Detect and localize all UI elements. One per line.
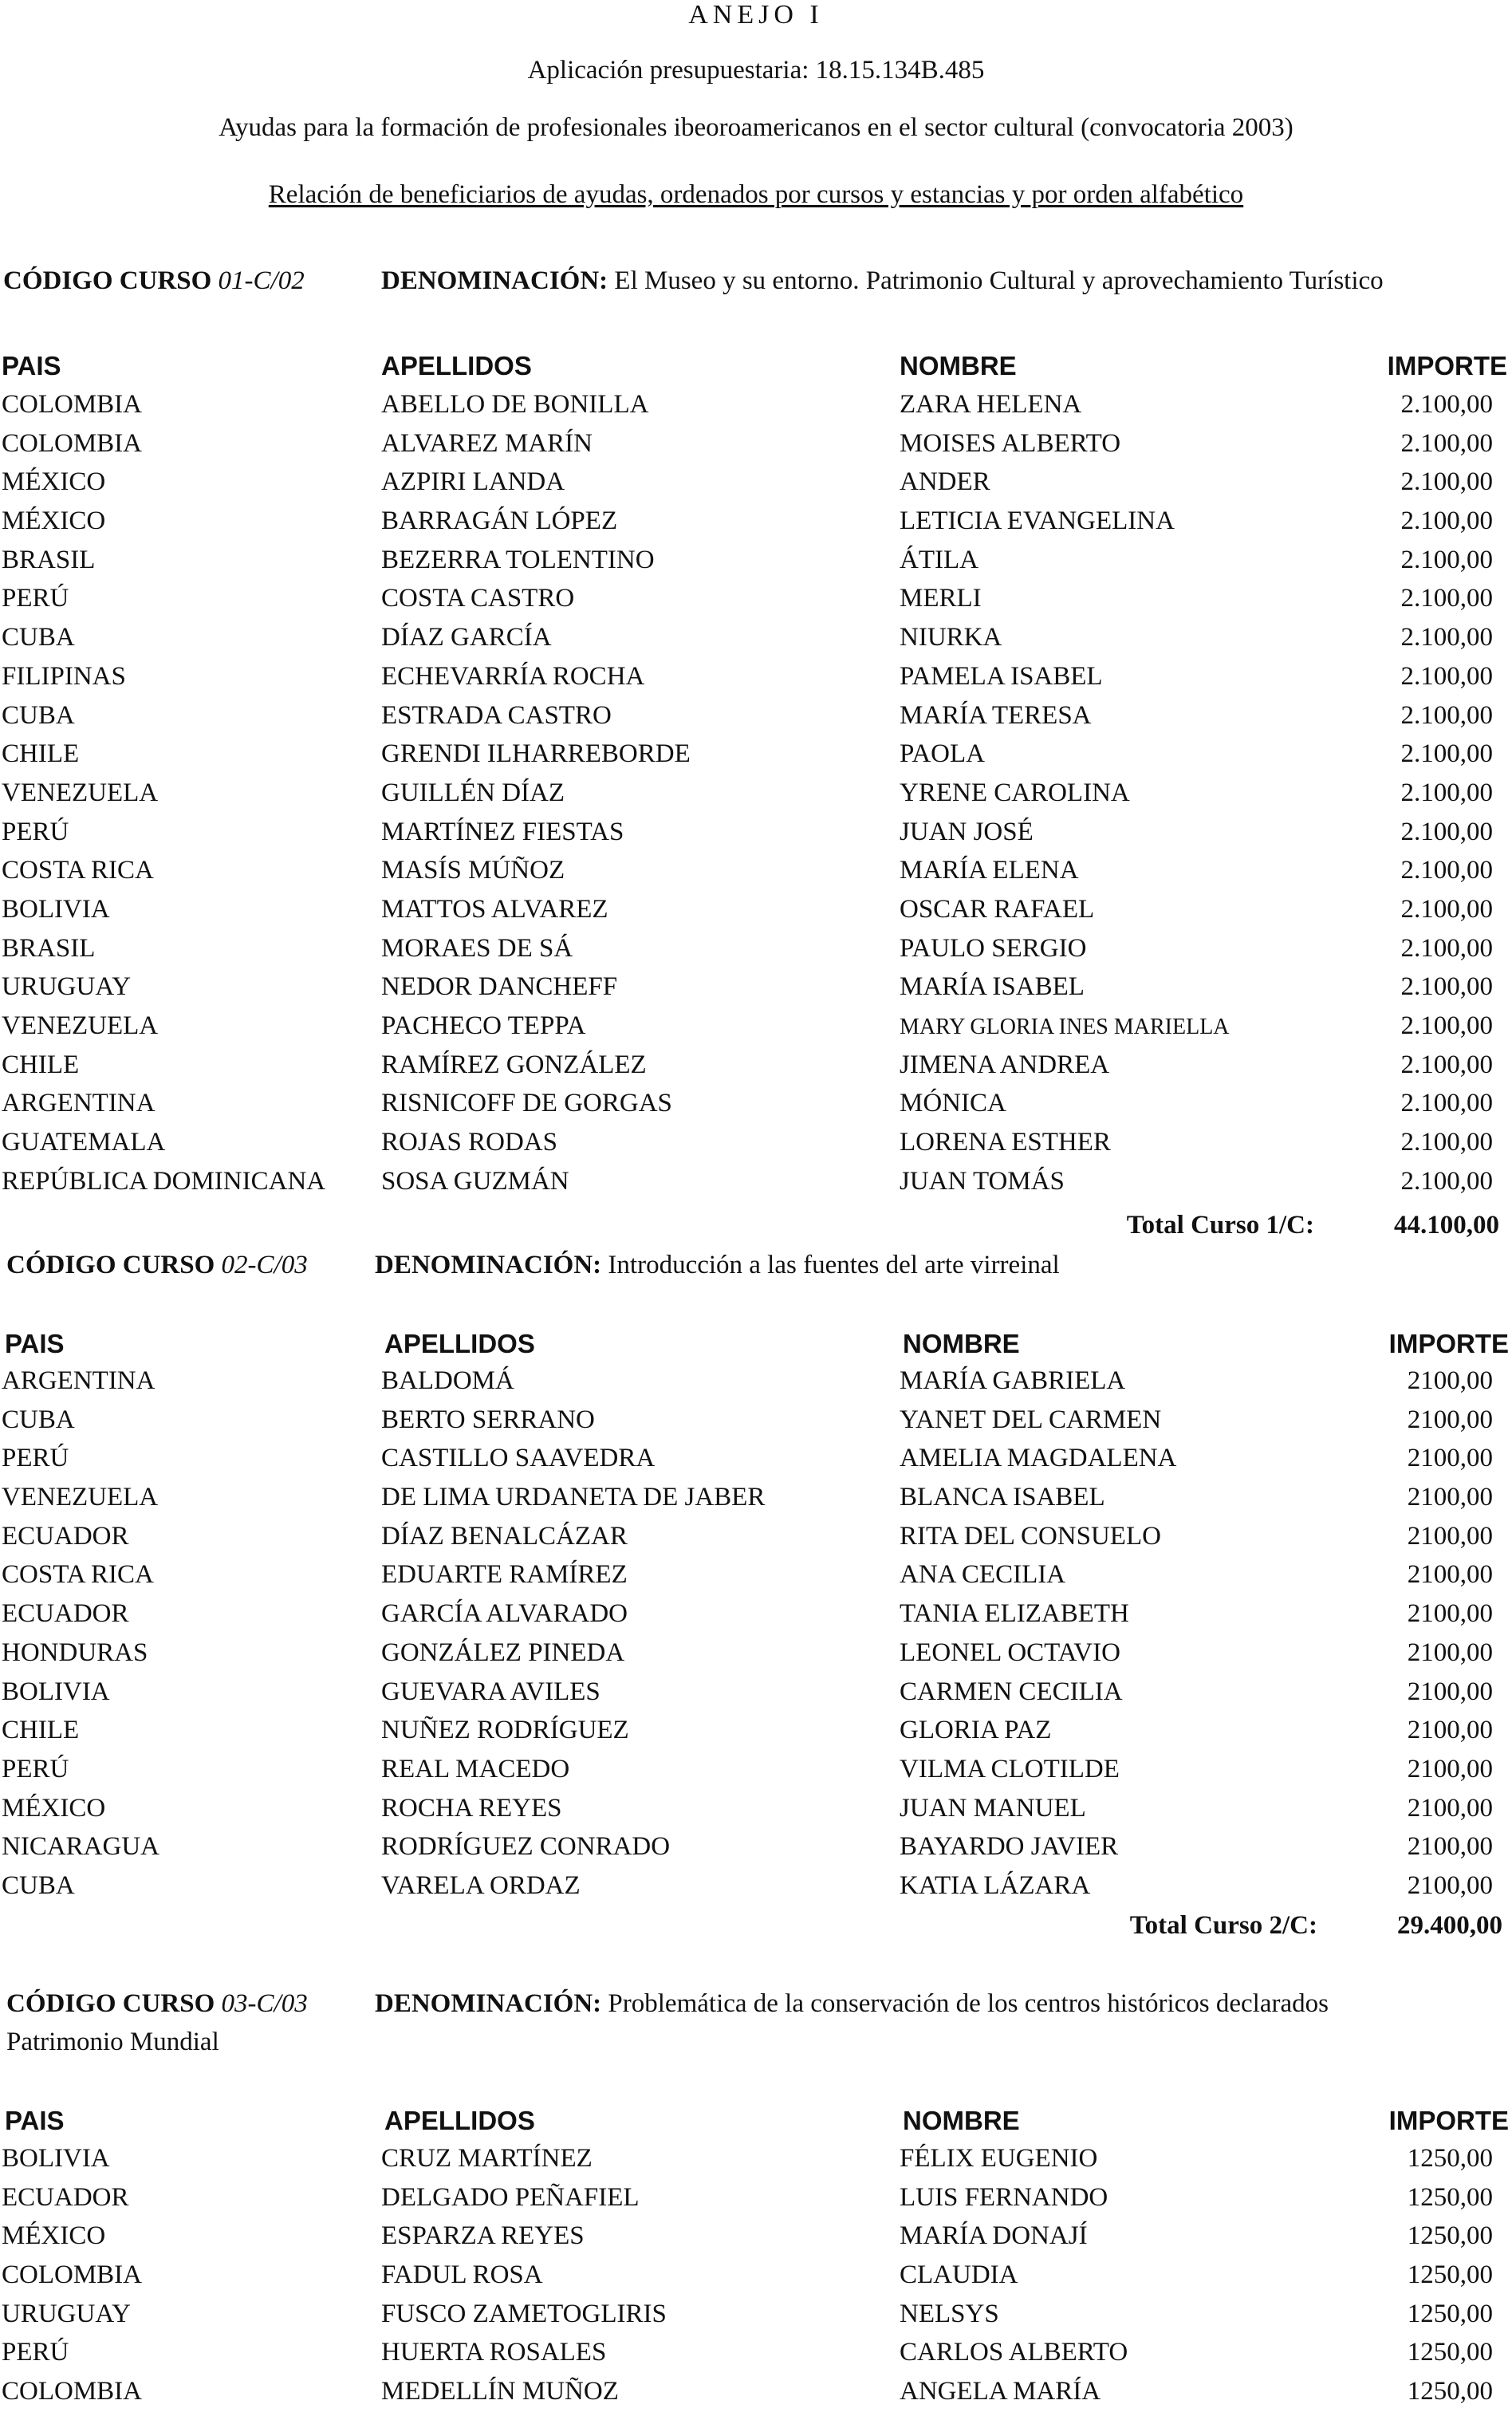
grant-description: Ayudas para la formación de profesionales ibeoroamericanos en el sector cultural (convocatoria 2003) [219,113,1293,142]
country-cell: ARGENTINA [2,1089,156,1118]
country-cell: ECUADOR [2,1599,129,1629]
country-cell: CUBA [2,1870,75,1900]
given-name-cell: MARY GLORIA INES MARIELLA [900,1015,1230,1039]
table-row [0,1444,1512,1483]
total-value: 44.100,00 [1394,1211,1499,1240]
surname-cell: MARTÍNEZ FIESTAS [381,817,624,846]
table-header-2 [0,1329,1512,1361]
amount-cell: 2100,00 [1407,1483,1493,1512]
amount-cell: 2100,00 [1407,1754,1493,1783]
country-cell: VENEZUELA [2,778,159,807]
course-denomination: El Museo y su entorno. Patrimonio Cultural y aprovechamiento Turístico [614,266,1384,295]
given-name-cell: MARÍA DONAJÍ [900,2221,1088,2251]
surname-cell: CRUZ MARTÍNEZ [381,2144,593,2173]
amount-cell: 2.100,00 [1400,894,1493,924]
given-name-cell: MARÍA TERESA [900,700,1092,730]
amount-cell: 2.100,00 [1400,739,1493,769]
given-name-cell: OSCAR RAFAEL [900,894,1095,924]
table-row [0,390,1512,429]
col-nombre: NOMBRE [903,1329,1020,1358]
amount-cell: 2100,00 [1407,1793,1493,1823]
table-row [0,429,1512,468]
table-row [0,1050,1512,1090]
table-row [0,1794,1512,1833]
amount-cell: 2100,00 [1407,1366,1493,1395]
given-name-cell: MARÍA ISABEL [900,972,1085,1002]
given-name-cell: PAMELA ISABEL [900,661,1103,691]
country-cell: BOLIVIA [2,894,110,924]
given-name-cell: BAYARDO JAVIER [900,1832,1119,1862]
surname-cell: DE LIMA URDANETA DE JABER [381,1483,766,1512]
surname-cell: MASÍS MÚÑOZ [381,856,565,885]
country-cell: COLOMBIA [2,2260,143,2290]
table-row [0,1366,1512,1405]
table-row [0,1011,1512,1050]
amount-cell: 2.100,00 [1400,778,1493,807]
surname-cell: ROJAS RODAS [381,1128,557,1157]
country-cell: FILIPINAS [2,661,126,691]
total-label: Total Curso 1/C: [1126,1211,1314,1240]
country-cell: COSTA RICA [2,856,154,885]
amount-cell: 1250,00 [1407,2144,1493,2173]
beneficiaries-table-2 [0,1366,1512,1910]
country-cell: CHILE [2,1050,80,1079]
table-row [0,1483,1512,1522]
surname-cell: DELGADO PEÑAFIEL [381,2182,640,2212]
table-header-3 [0,2106,1512,2138]
surname-cell: ECHEVARRÍA ROCHA [381,661,645,691]
surname-cell: BEZERRA TOLENTINO [381,545,655,574]
country-cell: VENEZUELA [2,1483,159,1512]
given-name-cell: NELSYS [900,2299,999,2328]
total-value: 29.400,00 [1397,1911,1502,1940]
course-code: 02-C/03 [221,1251,308,1279]
denomination-label: DENOMINACIÓN: [381,266,608,295]
surname-cell: EDUARTE RAMÍREZ [381,1560,628,1590]
amount-cell: 2.100,00 [1400,506,1493,536]
surname-cell: CASTILLO SAAVEDRA [381,1444,656,1473]
table-row [0,818,1512,857]
given-name-cell: JUAN TOMÁS [900,1166,1065,1196]
table-row [0,856,1512,895]
given-name-cell: CARLOS ALBERTO [900,2338,1128,2367]
course-denomination-continued: Patrimonio Mundial [6,2028,219,2056]
given-name-cell: LUIS FERNANDO [900,2182,1108,2212]
course-total-1 [0,1211,1512,1243]
country-cell: COLOMBIA [2,2377,143,2406]
country-cell: REPÚBLICA DOMINICANA [2,1166,326,1196]
given-name-cell: JUAN MANUEL [900,1793,1086,1823]
country-cell: MÉXICO [2,1793,106,1823]
country-cell: BOLIVIA [2,1677,110,1706]
amount-cell: 1250,00 [1407,2221,1493,2251]
amount-cell: 2.100,00 [1400,1128,1493,1157]
surname-cell: BERTO SERRANO [381,1405,595,1434]
given-name-cell: PAOLA [900,739,985,769]
amount-cell: 2100,00 [1407,1599,1493,1629]
amount-cell: 2.100,00 [1400,1050,1493,1079]
surname-cell: GUILLÉN DÍAZ [381,778,565,807]
course-code-label: CÓDIGO CURSO [3,266,212,295]
country-cell: URUGUAY [2,2299,131,2328]
given-name-cell: JIMENA ANDREA [900,1050,1110,1079]
surname-cell: PACHECO TEPPA [381,1011,586,1040]
given-name-cell: MERLI [900,584,982,613]
table-row [0,546,1512,585]
amount-cell: 1250,00 [1407,2182,1493,2212]
surname-cell: RAMÍREZ GONZÁLEZ [381,1050,647,1079]
table-row [0,1167,1512,1206]
amount-cell: 2.100,00 [1400,1011,1493,1040]
given-name-cell: VILMA CLOTILDE [900,1754,1120,1783]
table-row [0,2260,1512,2300]
given-name-cell: YRENE CAROLINA [900,778,1130,807]
amount-cell: 2.100,00 [1400,1089,1493,1118]
course-total-2 [0,1911,1512,1943]
surname-cell: MEDELLÍN MUÑOZ [381,2377,619,2406]
given-name-cell: YANET DEL CARMEN [900,1405,1162,1434]
surname-cell: NUÑEZ RODRÍGUEZ [381,1716,629,1745]
country-cell: MÉXICO [2,506,106,536]
table-row [0,972,1512,1011]
given-name-cell: BLANCA ISABEL [900,1483,1105,1512]
amount-cell: 2100,00 [1407,1716,1493,1745]
table-row [0,1089,1512,1128]
table-row [0,2377,1512,2416]
surname-cell: ALVAREZ MARÍN [381,428,593,458]
table-row [0,739,1512,778]
country-cell: PERÚ [2,2338,69,2367]
amount-cell: 2100,00 [1407,1521,1493,1551]
country-cell: COLOMBIA [2,428,143,458]
given-name-cell: AMELIA MAGDALENA [900,1444,1177,1473]
beneficiaries-table-1 [0,390,1512,1205]
col-apellidos: APELLIDOS [384,2106,535,2135]
course-code-label: CÓDIGO CURSO [6,1251,215,1279]
country-cell: CHILE [2,739,80,769]
col-importe: IMPORTE [1387,351,1507,380]
country-cell: CUBA [2,700,75,730]
surname-cell: ESTRADA CASTRO [381,700,612,730]
col-importe: IMPORTE [1388,2106,1509,2135]
country-cell: GUATEMALA [2,1128,166,1157]
country-cell: NICARAGUA [2,1832,159,1862]
table-row [0,1755,1512,1794]
table-row [0,895,1512,934]
surname-cell: GRENDI ILHARREBORDE [381,739,691,769]
surname-cell: AZPIRI LANDA [381,467,565,497]
surname-cell: GUEVARA AVILES [381,1677,600,1706]
course-denomination: Introducción a las fuentes del arte virreinal [608,1251,1060,1279]
col-apellidos: APELLIDOS [381,351,532,380]
col-importe: IMPORTE [1388,1329,1509,1358]
country-cell: COLOMBIA [2,390,143,419]
country-cell: ECUADOR [2,2182,129,2212]
amount-cell: 2100,00 [1407,1405,1493,1434]
country-cell: PERÚ [2,1754,69,1783]
course-denomination: Problemática de la conservación de los centros históricos declarados [608,1989,1329,2018]
surname-cell: FUSCO ZAMETOGLIRIS [381,2299,667,2328]
table-row [0,1522,1512,1561]
given-name-cell: LETICIA EVANGELINA [900,506,1175,536]
amount-cell: 2.100,00 [1400,817,1493,846]
given-name-cell: CLAUDIA [900,2260,1018,2290]
budget-line: Aplicación presupuestaria: 18.15.134B.485 [527,56,985,85]
amount-cell: 2.100,00 [1400,467,1493,497]
given-name-cell: LEONEL OCTAVIO [900,1638,1120,1667]
col-pais: PAIS [5,2106,65,2135]
amount-cell: 2.100,00 [1400,933,1493,963]
country-cell: MÉXICO [2,467,106,497]
country-cell: CUBA [2,623,75,652]
surname-cell: VARELA ORDAZ [381,1870,581,1900]
country-cell: BRASIL [2,545,96,574]
amount-cell: 1250,00 [1407,2299,1493,2328]
amount-cell: 2.100,00 [1400,390,1493,419]
given-name-cell: GLORIA PAZ [900,1716,1052,1745]
country-cell: MÉXICO [2,2221,106,2251]
denomination-label: DENOMINACIÓN: [375,1989,602,2018]
table-row [0,1599,1512,1638]
surname-cell: SOSA GUZMÁN [381,1166,569,1196]
amount-cell: 2.100,00 [1400,972,1493,1002]
course-code: 03-C/03 [221,1989,308,2018]
amount-cell: 2.100,00 [1400,545,1493,574]
given-name-cell: PAULO SERGIO [900,933,1087,963]
given-name-cell: MARÍA GABRIELA [900,1366,1126,1395]
country-cell: CUBA [2,1405,75,1434]
table-row [0,934,1512,973]
surname-cell: GARCÍA ALVARADO [381,1599,628,1629]
amount-cell: 1250,00 [1407,2338,1493,2367]
surname-cell: MATTOS ALVAREZ [381,894,608,924]
amount-cell: 1250,00 [1407,2377,1493,2406]
given-name-cell: KATIA LÁZARA [900,1870,1091,1900]
surname-cell: MORAES DE SÁ [381,933,573,963]
table-row [0,1677,1512,1716]
table-row [0,2144,1512,2183]
amount-cell: 2100,00 [1407,1444,1493,1473]
surname-cell: GONZÁLEZ PINEDA [381,1638,625,1667]
country-cell: BRASIL [2,933,96,963]
given-name-cell: MOISES ALBERTO [900,428,1121,458]
amount-cell: 2100,00 [1407,1870,1493,1900]
list-heading: Relación de beneficiarios de ayudas, ordenados por cursos y estancias y por orden alfabético [268,180,1244,209]
surname-cell: RODRÍGUEZ CONRADO [381,1832,671,1862]
given-name-cell: ZARA HELENA [900,390,1082,419]
surname-cell: ESPARZA REYES [381,2221,585,2251]
table-row [0,2300,1512,2339]
surname-cell: ROCHA REYES [381,1793,562,1823]
amount-cell: 2100,00 [1407,1560,1493,1590]
col-pais: PAIS [5,1329,65,1358]
given-name-cell: MARÍA ELENA [900,856,1079,885]
country-cell: ARGENTINA [2,1366,156,1395]
surname-cell: BARRAGÁN LÓPEZ [381,506,618,536]
country-cell: COSTA RICA [2,1560,154,1590]
country-cell: BOLIVIA [2,2144,110,2173]
given-name-cell: JUAN JOSÉ [900,817,1034,846]
surname-cell: COSTA CASTRO [381,584,575,613]
amount-cell: 2100,00 [1407,1638,1493,1667]
table-row [0,1128,1512,1167]
surname-cell: RISNICOFF DE GORGAS [381,1089,672,1118]
country-cell: PERÚ [2,817,69,846]
denomination-label: DENOMINACIÓN: [375,1251,602,1279]
amount-cell: 2.100,00 [1400,584,1493,613]
given-name-cell: MÓNICA [900,1089,1006,1118]
amount-cell: 2.100,00 [1400,1166,1493,1196]
amount-cell: 2100,00 [1407,1677,1493,1706]
table-row [0,1560,1512,1599]
surname-cell: FADUL ROSA [381,2260,543,2290]
given-name-cell: RITA DEL CONSUELO [900,1521,1161,1551]
table-row [0,467,1512,506]
table-row [0,701,1512,740]
given-name-cell: ANDER [900,467,990,497]
surname-cell: REAL MACEDO [381,1754,570,1783]
surname-cell: DÍAZ BENALCÁZAR [381,1521,628,1551]
amount-cell: 2100,00 [1407,1832,1493,1862]
table-row [0,2183,1512,2222]
col-pais: PAIS [2,351,61,380]
surname-cell: NEDOR DANCHEFF [381,972,618,1002]
table-row [0,778,1512,818]
given-name-cell: ANA CECILIA [900,1560,1066,1590]
col-nombre: NOMBRE [900,351,1017,380]
table-row [0,623,1512,662]
total-label: Total Curso 2/C: [1129,1911,1317,1940]
given-name-cell: NIURKA [900,623,1002,652]
given-name-cell: CARMEN CECILIA [900,1677,1123,1706]
surname-cell: ABELLO DE BONILLA [381,390,649,419]
country-cell: PERÚ [2,584,69,613]
country-cell: HONDURAS [2,1638,148,1667]
table-row [0,2338,1512,2377]
table-row [0,506,1512,546]
given-name-cell: ÁTILA [900,545,978,574]
given-name-cell: ANGELA MARÍA [900,2377,1101,2406]
given-name-cell: TANIA ELIZABETH [900,1599,1129,1629]
course-code: 01-C/02 [218,266,305,295]
table-row [0,1716,1512,1755]
course-code-label: CÓDIGO CURSO [6,1989,215,2018]
annex-title: ANEJO I [688,0,824,30]
amount-cell: 2.100,00 [1400,700,1493,730]
given-name-cell: FÉLIX EUGENIO [900,2144,1098,2173]
surname-cell: HUERTA ROSALES [381,2338,607,2367]
table-row [0,1871,1512,1910]
given-name-cell: LORENA ESTHER [900,1128,1111,1157]
table-row [0,1405,1512,1444]
surname-cell: BALDOMÁ [381,1366,514,1395]
country-cell: PERÚ [2,1444,69,1473]
table-row [0,662,1512,701]
amount-cell: 2.100,00 [1400,856,1493,885]
amount-cell: 1250,00 [1407,2260,1493,2290]
amount-cell: 2.100,00 [1400,623,1493,652]
country-cell: VENEZUELA [2,1011,159,1040]
col-nombre: NOMBRE [903,2106,1020,2135]
table-header-1 [0,351,1512,383]
table-row [0,1638,1512,1677]
country-cell: ECUADOR [2,1521,129,1551]
table-row [0,1832,1512,1871]
country-cell: CHILE [2,1716,80,1745]
beneficiaries-table-3 [0,2144,1512,2416]
country-cell: URUGUAY [2,972,131,1002]
amount-cell: 2.100,00 [1400,428,1493,458]
col-apellidos: APELLIDOS [384,1329,535,1358]
table-row [0,584,1512,623]
amount-cell: 2.100,00 [1400,661,1493,691]
surname-cell: DÍAZ GARCÍA [381,623,552,652]
table-row [0,2221,1512,2260]
